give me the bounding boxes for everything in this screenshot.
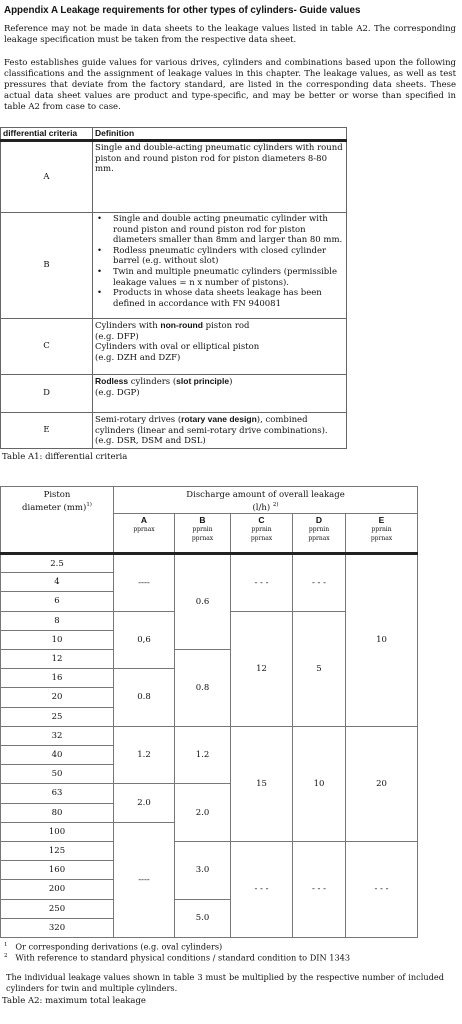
value-cell-e: 10 xyxy=(346,553,418,726)
definition-b-item: • Single and double acting pneumatic cylinder with round piston and round piston rod for piston diameters smaller than 8mm and larger than 80 mm. xyxy=(95,214,344,246)
definition-header: Definition xyxy=(93,128,347,141)
page-heading: Appendix A Leakage requirements for other types of cylinders- Guide values xyxy=(4,5,361,16)
definition-c xyxy=(93,319,347,375)
value-cell-c: - - - xyxy=(231,841,293,937)
definition-d-line: (e.g. DGP) xyxy=(95,387,140,398)
piston-diameter-header: Piston diameter (mm)$^{1)}$ xyxy=(1,487,114,554)
value-cell-d: - - - xyxy=(293,553,346,611)
diameter-cell: 250 xyxy=(1,899,114,918)
value-cell-c: 12 xyxy=(231,611,293,726)
value-cell-a: ---- xyxy=(114,822,175,937)
value-cell-a: 0.8 xyxy=(114,669,175,727)
value-cell-b: 5.0 xyxy=(175,899,231,937)
table-a1 xyxy=(0,127,347,449)
diameter-cell: 80 xyxy=(1,803,114,822)
diameter-cell: 63 xyxy=(1,784,114,803)
diameter-cell: 160 xyxy=(1,861,114,880)
intro-paragraph: Reference may not be made in data sheets to the leakage values listed in table A2. The corresponding leakage specification must be taken from the respective data sheet. xyxy=(4,24,456,45)
diameter-cell: 6 xyxy=(1,592,114,611)
value-cell-c: - - - xyxy=(231,553,293,611)
column-a-header: A pprnax xyxy=(114,514,175,554)
table-a2-caption: Table A2: maximum total leakage xyxy=(2,996,146,1006)
criteria-d: D xyxy=(1,375,93,413)
column-c-header: C pprnin pprnax xyxy=(231,514,293,554)
footnote-2: $^2$ With reference to standard physical conditions / standard condition to DIN 1343 xyxy=(4,952,351,963)
definition-b xyxy=(93,213,347,319)
table-a1-row-d xyxy=(1,375,347,413)
value-cell-b: 3.0 xyxy=(175,841,231,899)
column-d-header: D pprnin pprnax xyxy=(293,514,346,554)
table-row xyxy=(1,841,418,860)
table-a2-header-row xyxy=(1,487,418,514)
criteria-header: differential criteria xyxy=(1,128,93,141)
definition-d-line: Rodless cylinders (slot principle) xyxy=(95,376,233,387)
value-cell-d: 10 xyxy=(293,726,346,841)
value-cell-d: - - - xyxy=(293,841,346,937)
value-cell-b: 0.8 xyxy=(175,649,231,726)
value-cell-a: 1.2 xyxy=(114,726,175,784)
definition-d xyxy=(93,375,347,413)
value-cell-b: 0.6 xyxy=(175,553,231,649)
diameter-cell: 20 xyxy=(1,688,114,707)
definition-c-line: (e.g. DFP) xyxy=(95,331,139,342)
table-a2 xyxy=(0,486,418,938)
value-cell-a: 0,6 xyxy=(114,611,175,669)
definition-b-list xyxy=(95,214,344,309)
definition-b-item: • Rodless pneumatic cylinders with closed cylinder barrel (e.g. without slot) xyxy=(95,246,344,267)
criteria-e: E xyxy=(1,413,93,449)
definition-e: Semi-rotary drives (rotary vane design), combined cylinders (linear and semi-rotary drive combinations). (e.g. DSR, DSM and DSL) xyxy=(93,413,347,449)
footnote-1: $^1$ Or corresponding derivations (e.g. oval cylinders) xyxy=(4,941,223,952)
value-cell-e: - - - xyxy=(346,841,418,937)
table-a1-row-b xyxy=(1,213,347,319)
table-row xyxy=(1,726,418,745)
value-cell-c: 15 xyxy=(231,726,293,841)
table-a1-caption: Table A1: differential criteria xyxy=(2,452,128,462)
diameter-cell: 12 xyxy=(1,649,114,668)
definition-a: Single and double-acting pneumatic cylinders with round piston and round piston rod for piston diameters 8-80 mm. xyxy=(93,141,347,213)
table-a1-row-c xyxy=(1,319,347,375)
value-cell-a: ---- xyxy=(114,553,175,611)
definition-b-item: • Twin and multiple pneumatic cylinders (permissible leakage values = n x number of pistons). xyxy=(95,267,344,288)
definition-c-line: (e.g. DZH and DZF) xyxy=(95,352,181,363)
value-cell-b: 2.0 xyxy=(175,784,231,842)
value-cell-b: 1.2 xyxy=(175,726,231,784)
table-a1-row-e xyxy=(1,413,347,449)
diameter-cell: 320 xyxy=(1,918,114,937)
criteria-a: A xyxy=(1,141,93,213)
festo-paragraph: Festo establishes guide values for various drives, cylinders and combinations based upon the following classifications and the assignment of leakage values in this chapter. The leakage values, as well as test pressures that deviate from the factory standard, are listed in the corresponding data sheets. These actual data sheet values are product and type-specific, and may be better or worse than specified in table A2 from case to case. xyxy=(4,58,456,112)
diameter-cell: 40 xyxy=(1,745,114,764)
value-cell-d: 5 xyxy=(293,611,346,726)
table-a1-row-a xyxy=(1,141,347,213)
value-cell-a: 2.0 xyxy=(114,784,175,822)
column-b-header: B pprnin pprnax xyxy=(175,514,231,554)
value-cell-e: 20 xyxy=(346,726,418,841)
diameter-cell: 8 xyxy=(1,611,114,630)
diameter-cell: 125 xyxy=(1,841,114,860)
diameter-cell: 4 xyxy=(1,573,114,592)
diameter-cell: 200 xyxy=(1,880,114,899)
definition-c-line: Cylinders with non-round piston rod xyxy=(95,320,250,331)
column-e-header: E pprnin pprnax xyxy=(346,514,418,554)
diameter-cell: 16 xyxy=(1,669,114,688)
diameter-cell: 10 xyxy=(1,630,114,649)
definition-c-line: Cylinders with oval or elliptical piston xyxy=(95,342,260,353)
diameter-cell: 25 xyxy=(1,707,114,726)
multiplication-note: The individual leakage values shown in table 3 must be multiplied by the respective number of included cylinders for twin and multiple cylinders. xyxy=(6,972,444,993)
criteria-c: C xyxy=(1,319,93,375)
diameter-cell: 32 xyxy=(1,726,114,745)
criteria-b: B xyxy=(1,213,93,319)
table-row xyxy=(1,553,418,572)
discharge-header: Discharge amount of overall leakage (l/h) $^{2)}$ xyxy=(114,487,418,514)
diameter-cell: 50 xyxy=(1,765,114,784)
diameter-cell: 100 xyxy=(1,822,114,841)
table-a1-header-row xyxy=(1,128,347,141)
diameter-cell: 2.5 xyxy=(1,553,114,572)
definition-b-item: • Products in whose data sheets leakage has been defined in accordance with FN 940081 xyxy=(95,288,344,309)
